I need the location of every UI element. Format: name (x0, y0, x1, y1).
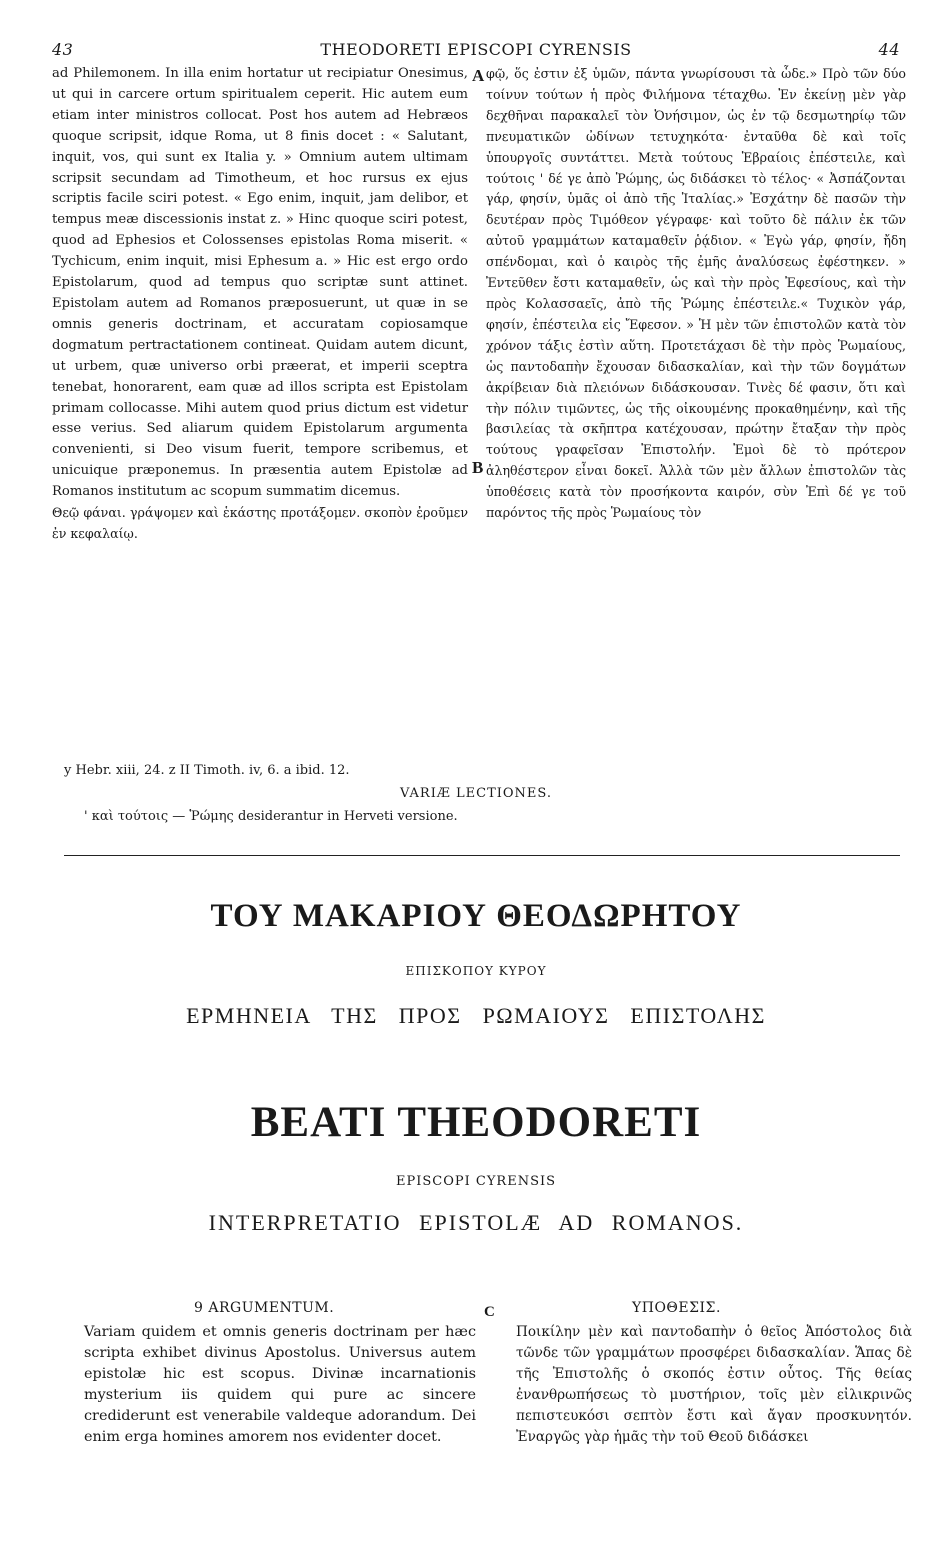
margin-marker-b: B (472, 458, 484, 477)
greek-work-title: ΕΡΜΗΝΕΙΑ ΤΗΣ ΠΡΟΣ ΡΩΜΑΙΟΥΣ ΕΠΙΣΤΟΛΗΣ (186, 1003, 766, 1028)
greek-column (486, 64, 906, 524)
greek-body-text: φῷ, ὅς ἐστιν ἐξ ὑμῶν, πάντα γνωρίσουσι τὰ ὧδε.» Πρὸ τῶν δύο τοίνυν τούτων ἡ πρὸς Φιλήμονα τέταχθω. Ἐν ἐκείνῃ μὲν γὰρ δεχθῆναι παρακαλεῖ τὸν Ὀνήσιμον, ὡς ἐν τῷ δεσμωτηρίῳ τῶν πνευματικῶν ὠδίνων τετυχηκότα· ἐνταῦθα δὲ καὶ τοῖς ὑπουργοῖς συντάττει. Μετὰ τούτους Ἑβραίοις ἐπέστειλε, καὶ τούτοις ' δέ γε ἀπὸ Ῥώμης, ὡς διδάσκει τὸ τέλος· « Ἀσπάζονται γάρ, φησίν, ὑμᾶς οἱ ἀπὸ τῆς Ἰταλίας.» Ἐσχάτην δὲ πασῶν τὴν δευτέραν πρὸς Τιμόθεον γέγραφε· καὶ τοῦτο δὲ πάλιν ἐκ τῶν αὐτοῦ γραμμάτων καταμαθεῖν ῥᾴδιον. « Ἐγὼ γάρ, φησίν, ἤδη σπένδομαι, καὶ ὁ καιρὸς τῆς ἐμῆς ἀναλύσεως ἐφέστηκεν. » Ἐντεῦθεν ἔστι καταμαθεῖν, ὡς καὶ τὴν πρὸς Ἐφεσίους, καὶ τὴν πρὸς Κολασσαεῖς, ἀπὸ τῆς Ῥώμης ἐπέστειλε.« Τυχικὸν γάρ, φησίν, ἐπέστειλα εἰς Ἔφεσον. » Ἡ μὲν τῶν ἐπιστολῶν κατὰ τὸν χρόνον τάξις ἐστὶν αὕτη. Προτετάχασι δὲ τὴν πρὸς Ῥωμαίους, ὡς παντοδαπὴν ἔχουσαν διδασκαλίαν, καὶ τὴν τῶν δογμάτων ἀκρίβειαν διὰ πλειόνων διδάσκουσαν. Τινὲς δέ φασιν, ὅτι καὶ τὴν πόλιν τιμῶντες, ὡς τῆς οἰκουμένης προκαθημένην, καὶ τῆς βασιλείας τὰ σκῆπτρα κατέχουσαν, πρώτην ἔταξαν τὴν πρὸς τούτους γραφεῖσαν Ἐπιστολήν. Ἐμοὶ δὲ τὸ πρότερον ἀληθέστερον εἶναι δοκεῖ. Ἀλλὰ τῶν μὲν ἄλλων ἐπιστολῶν τὰς ὑποθέσεις κατὰ τὸν προσήκοντα καιρόν, σὺν Ἐπὶ δέ γε τοῦ παρόντος τῆς πρὸς Ῥωμαίους τὸν (486, 66, 906, 521)
variae-lectiones-heading: VARIÆ LECTIONES. (400, 786, 552, 801)
latin-subtitle: EPISCOPI CYRENSIS (395, 1174, 557, 1189)
page-number-left: 43 (52, 40, 74, 59)
argumentum-heading: 9 ARGUMENTUM. (194, 1300, 335, 1316)
margin-marker-a: A (472, 66, 485, 85)
argumentum-greek-paragraph: Ποικίλην μὲν καὶ παντοδαπὴν ὁ θεῖος Ἀπόστολος διὰ τῶνδε τῶν γραμμάτων προσφέρει διδασκαλίαν. Ἅπας δὲ τῆς Ἐπιστολῆς ὁ σκοπός ἐστιν οὗτος. Τῆς θείας ἐνανθρωπήσεως τὸ μυστήριον, τοῖς μὲν εἰλικρινῶς πεπιστευκόσι σεπτὸν ἔστι καὶ ἄγαν προσκυνητόν. Ἐναργῶς γὰρ ἡμᾶς τὴν τοῦ Θεοῦ διδάσκει (516, 1324, 912, 1445)
running-header (52, 40, 900, 64)
latin-work-title: INTERPRETATIO EPISTOLÆ AD ROMANOS. (208, 1210, 744, 1235)
margin-marker-c: C (484, 1304, 495, 1320)
section-divider (64, 855, 900, 856)
page-number-right: 44 (878, 40, 900, 59)
variae-lectiones-note: ' καὶ τούτοις — Ῥώμης desiderantur in Herveti versione. (84, 809, 458, 824)
footnotes: y Hebr. xiii, 24. z II Timoth. iv, 6. a ibid. 12. (64, 763, 350, 778)
hypothesis-heading: ΥΠΟΘΕΣΙΣ. (632, 1300, 721, 1316)
latin-column (52, 64, 468, 545)
argumentum-latin-text (84, 1322, 476, 1448)
greek-subtitle: ΕΠΙΣΚΟΠΟΥ ΚΥΡΟΥ (405, 964, 547, 978)
latin-main-title: BEATI THEODORETI (250, 1099, 702, 1146)
greek-tail-text: Θεῷ φάναι. γράψομεν καὶ ἑκάστης προτάξομεν. σκοπὸν ἐροῦμεν ἐν κεφαλαίῳ. (52, 505, 468, 541)
greek-main-title: ΤΟΥ ΜΑΚΑΡΙΟΥ ΘΕΟΔΩΡΗΤΟΥ (210, 898, 742, 934)
argumentum-latin-paragraph: Variam quidem et omnis generis doctrinam per hæc scripta exhibet divinus Apostolus. Universus autem epistolæ hic est scopus. Divinæ incarnationis mysterium iis quidem qui pure ac sincere crediderunt est venerabile valdeque adorandum. Dei enim erga homines amorem nos evidenter docet. (84, 1324, 476, 1445)
argumentum-greek-text (516, 1322, 912, 1448)
running-title: THEODORETI EPISCOPI CYRENSIS (320, 40, 632, 59)
latin-body-text: ad Philemonem. In illa enim hortatur ut recipiatur Onesimus, ut qui in carcere ortum spiritualem ceperit. Hic autem eum etiam inter ministros collocat. Post hos autem ad Hebræos quoque scripsit, idque Roma, ut 8 finis docet : « Salutant, inquit, vos, qui sunt ex Italia y. » Omnium autem ultimam scripsit secundam ad Timotheum, et hoc rursus ex ejus scriptis facile sciri potest. « Ego enim, inquit, jam delibor, et tempus meæ discessionis instat z. » Hinc quoque sciri potest, quod ad Ephesios et Colossenses epistolas Roma miserit. « Tychicum, enim inquit, misi Ephesum a. » Hic est ergo ordo Epistolarum, quod ad tempus quo scriptæ sunt attinet. Epistolam autem ad Romanos præposuerunt, ut quæ in se omnis generis doctrinam, et accuratam copiosamque dogmatum pertractationem contineat. Quidam autem dicunt, ut urbem, quæ universo orbi præerat, et imperii sceptra tenebat, honorarent, eam quæ ad illos scripta est Epistolam primam collocasse. Mihi autem quod prius dictum est videtur esse verius. Sed aliarum quidem Epistolarum argumenta convenienti, si Deo visum fuerit, tempore scribemus, et unicuique præponemus. In præsentia autem Epistolæ ad Romanos institutum ac scopum summatim dicemus. (52, 66, 468, 500)
